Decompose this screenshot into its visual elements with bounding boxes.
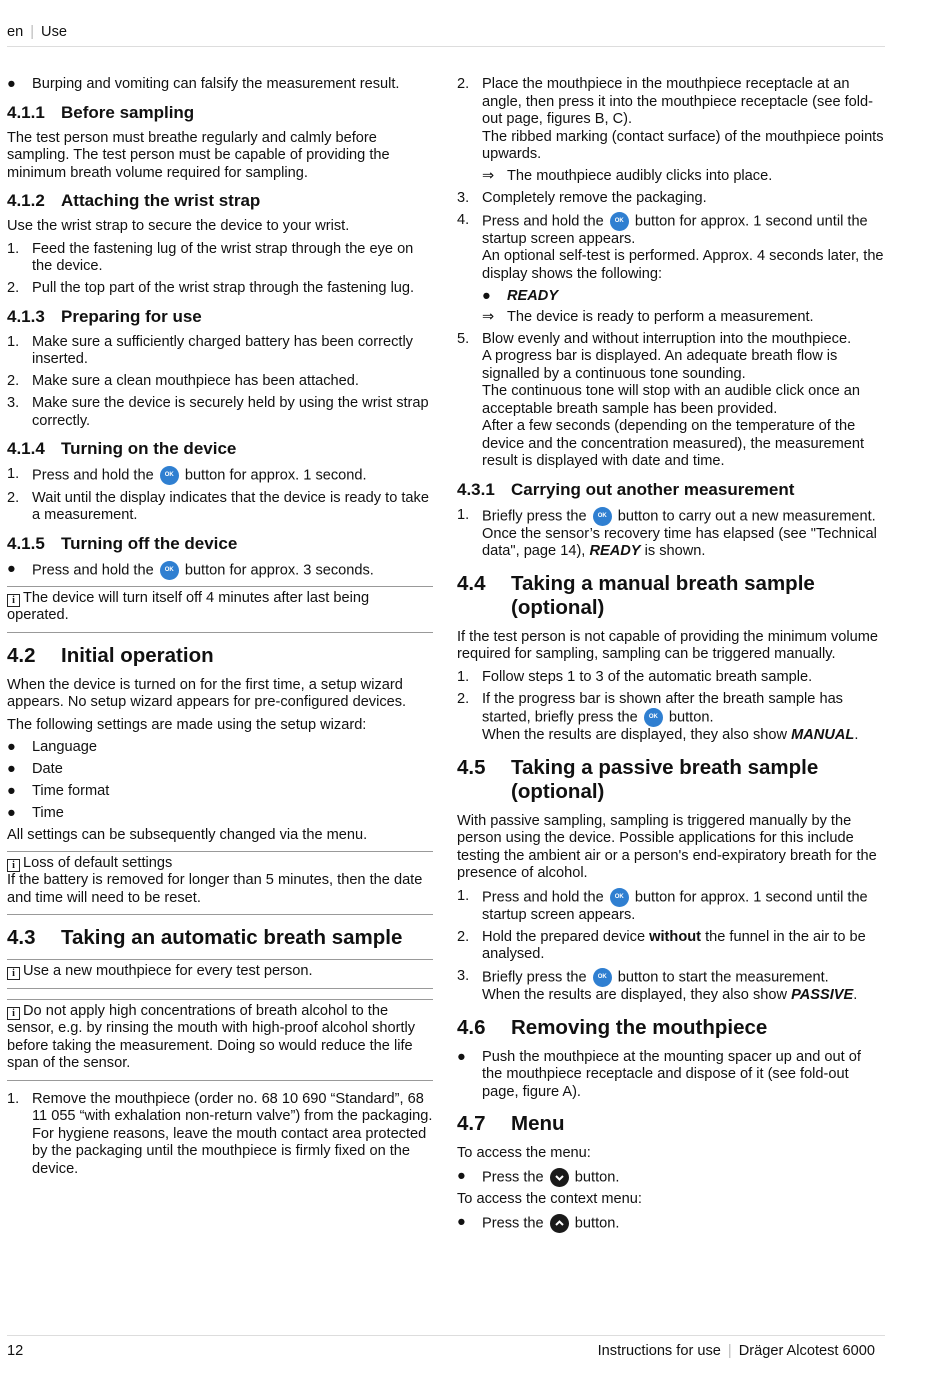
list-item: 2. Wait until the display indicates that the device is ready to take a measurement. bbox=[7, 489, 429, 523]
list-item: ● Language bbox=[7, 739, 97, 755]
section-heading-4-1-5: 4.1.5 Turning off the device bbox=[7, 533, 238, 553]
info-note: i Loss of default settings If the battery is removed for longer than 5 minutes, then the date and time will need to be reset. bbox=[7, 851, 433, 916]
info-icon: i bbox=[7, 859, 20, 872]
ok-button-icon: OK bbox=[610, 212, 629, 231]
page-number: 12 bbox=[7, 1343, 24, 1359]
list-item: 3. Make sure the device is securely held by using the wrist strap correctly. bbox=[7, 395, 429, 429]
section-heading-4-5: 4.5 Taking a passive breath sample (optional) bbox=[457, 755, 819, 803]
left-column bbox=[7, 76, 433, 1183]
list-item: 2. If the progress bar is shown after the breath sample has started, briefly press the OK button. When the results are displayed, they also show MANUAL. bbox=[457, 690, 859, 743]
paragraph: If the test person is not capable of providing the minimum volume required for sampling, sampling can be triggered manually. bbox=[457, 628, 879, 662]
result-line: ⇒ The mouthpiece audibly clicks into place. bbox=[482, 168, 773, 184]
list-item: 2. Place the mouthpiece in the mouthpiece receptacle at an angle, then press it into the mouthpiece receptacle (see fold-out page, figures B, C). The ribbed marking (contact surface) of the mouthpiece points upwards. bbox=[457, 76, 884, 162]
product-name: Dräger Alcotest 6000 bbox=[738, 1343, 875, 1359]
chevron-up-button-icon bbox=[550, 1214, 569, 1233]
info-icon: i bbox=[7, 967, 20, 980]
header-section: Use bbox=[41, 24, 67, 40]
list-item: 1. Press and hold the OK button for approx. 1 second. bbox=[7, 466, 367, 484]
info-icon: i bbox=[7, 1007, 20, 1020]
ok-button-icon: OK bbox=[593, 968, 612, 987]
ok-button-icon: OK bbox=[644, 708, 663, 727]
section-heading-4-3: 4.3 Taking an automatic breath sample bbox=[7, 926, 403, 949]
section-heading-4-2: 4.2 Initial operation bbox=[7, 643, 214, 667]
ok-button-icon: OK bbox=[160, 466, 179, 485]
list-item: 1. Press and hold the OK button for approx. 1 second until the startup screen appears. bbox=[457, 887, 868, 923]
list-item: ● Press the button. bbox=[457, 1167, 620, 1185]
list-item: 1. Feed the fastening lug of the wrist strap through the eye on the device. bbox=[7, 240, 414, 274]
info-note: i The device will turn itself off 4 minutes after last being operated. bbox=[7, 586, 433, 633]
list-item: 3. Completely remove the packaging. bbox=[457, 189, 707, 206]
header-language: en bbox=[7, 24, 24, 40]
paragraph: To access the menu: bbox=[457, 1145, 591, 1161]
list-item: ● READY bbox=[482, 287, 559, 304]
list-item: ● Burping and vomiting can falsify the measurement result. bbox=[7, 76, 400, 92]
list-item: 5. Blow evenly and without interruption into the mouthpiece. A progress bar is displayed. An adequate breath flow is signalled by a continuous tone sounding. The continuous tone will stop with an audible click once an acceptable breath sample has been provided. After a few seconds (depending on the temperature of the device and the concentration measured), the measurement result is displayed with date and time. bbox=[457, 330, 865, 469]
info-icon: i bbox=[7, 594, 20, 607]
list-item: ● Date bbox=[7, 761, 63, 777]
list-item: 2. Hold the prepared device without the funnel in the air to be analysed. bbox=[457, 928, 866, 962]
result-line: ⇒ The device is ready to perform a measurement. bbox=[482, 309, 814, 325]
list-item: 4. Press and hold the OK button for approx. 1 second until the startup screen appears. An optional self-test is performed. Approx. 4 seconds later, the display shows the following: bbox=[457, 211, 884, 282]
section-heading-4-1-4: 4.1.4 Turning on the device bbox=[7, 439, 237, 458]
paragraph: When the device is turned on for the first time, a setup wizard appears. No setup wizard appears for pre-configured devices. bbox=[7, 676, 407, 710]
list-item: ● Time bbox=[7, 805, 64, 821]
list-item: 1. Briefly press the OK button to carry out a new measurement. Once the sensor’s recovery time has elapsed (see "Technical data", page 14), READY is shown. bbox=[457, 506, 877, 559]
list-item: 3. Briefly press the OK button to start the measurement. When the results are displayed, they also show PASSIVE. bbox=[457, 968, 858, 1003]
info-note: i Do not apply high concentrations of breath alcohol to the sensor, e.g. by rinsing the mouth with high-proof alcohol shortly before taking the measurement. Doing so would reduce the life span of the sensor. bbox=[7, 999, 433, 1081]
section-heading-4-4: 4.4 Taking a manual breath sample (optional) bbox=[457, 571, 815, 619]
paragraph: With passive sampling, sampling is triggered manually by the person using the device. Possible applications for this include testing the ambient air or a person's end-expiratory breath for the presence of alcohol. bbox=[457, 812, 877, 881]
page-footer: 12 Instructions for use | Dräger Alcotest 6000 bbox=[7, 1335, 885, 1361]
paragraph: To access the context menu: bbox=[457, 1191, 642, 1207]
paragraph: The test person must breathe regularly and calmly before sampling. The test person must be capable of providing the minimum breath volume required for sampling. bbox=[7, 129, 390, 181]
list-item: 1. Make sure a sufficiently charged battery has been correctly inserted. bbox=[7, 333, 413, 367]
section-heading-4-1-3: 4.1.3 Preparing for use bbox=[7, 306, 202, 326]
list-item: 1. Follow steps 1 to 3 of the automatic breath sample. bbox=[457, 668, 813, 685]
info-note: i Use a new mouthpiece for every test person. bbox=[7, 959, 433, 989]
ok-button-icon: OK bbox=[593, 507, 612, 526]
list-item: ● Press the button. bbox=[457, 1213, 620, 1231]
chevron-down-button-icon bbox=[550, 1168, 569, 1187]
paragraph: The following settings are made using the setup wizard: bbox=[7, 716, 367, 733]
list-item: 2. Pull the top part of the wrist strap through the fastening lug. bbox=[7, 280, 415, 296]
ok-button-icon: OK bbox=[160, 561, 179, 580]
list-item: ● Press and hold the OK button for approx. 3 seconds. bbox=[7, 560, 374, 578]
paragraph: All settings can be subsequently changed via the menu. bbox=[7, 827, 368, 843]
right-column bbox=[457, 76, 885, 1237]
ok-button-icon: OK bbox=[610, 888, 629, 907]
section-heading-4-6: 4.6 Removing the mouthpiece bbox=[457, 1015, 768, 1039]
section-heading-4-1-2: 4.1.2 Attaching the wrist strap bbox=[7, 191, 261, 210]
list-item: ● Push the mouthpiece at the mounting spacer up and out of the mouthpiece receptacle and dispose of it (see fold-out page, figure A). bbox=[457, 1048, 861, 1100]
list-item: 1. Remove the mouthpiece (order no. 68 10 690 “Standard”, 68 11 055 “with exhalation non-return valve”) from the packaging. For hygiene reasons, leave the mouth contact area protected by the packaging until the mouthpiece is firmly fixed on the device. bbox=[7, 1090, 433, 1177]
page-header: en | Use bbox=[7, 24, 885, 47]
section-heading-4-7: 4.7 Menu bbox=[457, 1112, 565, 1135]
section-heading-4-3-1: 4.3.1 Carrying out another measurement bbox=[457, 479, 795, 499]
document-type: Instructions for use bbox=[597, 1343, 721, 1359]
paragraph: Use the wrist strap to secure the device to your wrist. bbox=[7, 218, 350, 234]
section-heading-4-1-1: 4.1.1 Before sampling bbox=[7, 102, 195, 122]
list-item: 2. Make sure a clean mouthpiece has been attached. bbox=[7, 373, 359, 389]
list-item: ● Time format bbox=[7, 783, 110, 799]
